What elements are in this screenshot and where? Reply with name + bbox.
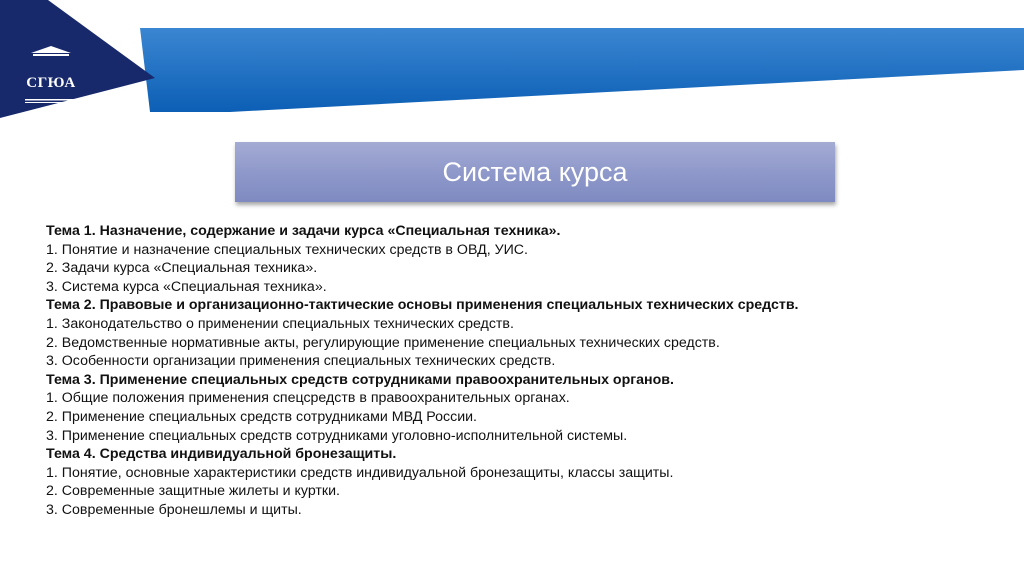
slide-title: Система курса bbox=[442, 156, 628, 187]
outline-line: 1. Понятие и назначение специальных технических средств в ОВД, УИС. bbox=[46, 241, 528, 258]
outline-line: Тема 4. Средства индивидуальной бронезащиты. bbox=[46, 446, 397, 463]
outline-line: 3. Система курса «Специальная техника». bbox=[46, 278, 327, 295]
outline-line: 1. Понятие, основные характеристики средств индивидуальной бронезащиты, классы защиты. bbox=[46, 464, 674, 481]
outline-line: 3. Современные бронешлемы и щиты. bbox=[46, 501, 302, 518]
outline-line: 2. Задачи курса «Специальная техника». bbox=[46, 260, 318, 277]
course-outline bbox=[46, 222, 1006, 520]
outline-line: Тема 2. Правовые и организационно-тактические основы применения специальных технических средств. bbox=[46, 297, 799, 314]
slide-title-box bbox=[235, 142, 835, 202]
outline-line: 1. Общие положения применения спецсредств в правоохранительных органах. bbox=[46, 390, 570, 407]
logo-text: СГЮА bbox=[26, 75, 76, 91]
sgua-logo bbox=[20, 45, 82, 91]
outline-line: 1. Законодательство о применении специальных технических средств. bbox=[46, 315, 514, 332]
outline-line: 2. Применение специальных средств сотрудниками МВД России. bbox=[46, 408, 477, 425]
outline-line: 2. Современные защитные жилеты и куртки. bbox=[46, 483, 340, 500]
outline-line: Тема 3. Применение специальных средств сотрудниками правоохранительных органов. bbox=[46, 371, 674, 388]
outline-line: 2. Ведомственные нормативные акты, регулирующие применение специальных технических средств. bbox=[46, 334, 720, 351]
outline-line: Тема 1. Назначение, содержание и задачи курса «Специальная техника». bbox=[46, 223, 561, 239]
logo-underline bbox=[25, 98, 77, 104]
outline-line: 3. Применение специальных средств сотрудниками уголовно-исполнительной системы. bbox=[46, 427, 628, 444]
building-emblem-icon bbox=[28, 46, 74, 58]
header-banner bbox=[0, 0, 1024, 120]
outline-line: 3. Особенности организации применения специальных технических средств. bbox=[46, 353, 556, 370]
